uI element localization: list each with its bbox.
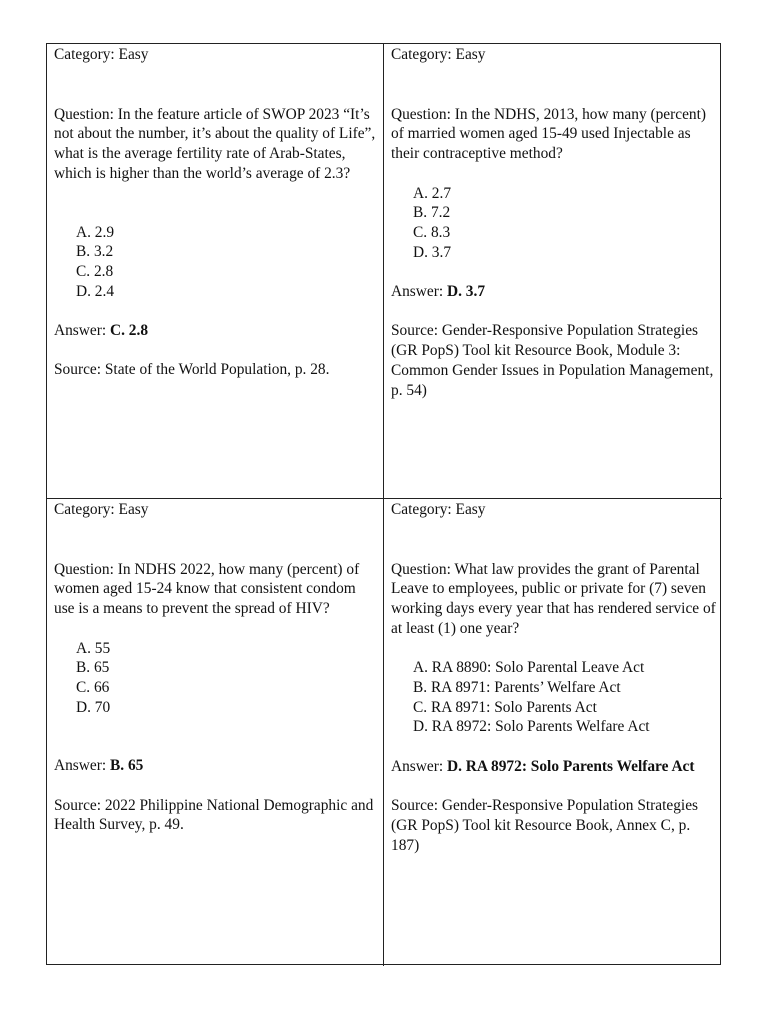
source-text: Source: 2022 Philippine National Demographic and Health Survey, p. 49. xyxy=(54,796,374,834)
answer-value: B. 65 xyxy=(110,757,144,775)
option-b: B. 3.2 xyxy=(76,243,114,261)
source-text: Source: State of the World Population, p. 28. xyxy=(54,361,330,379)
answer-label: Answer: xyxy=(54,322,110,340)
option-b: B. 65 xyxy=(76,659,110,677)
question-text: Question: What law provides the grant of Parental Leave to employees, public or private for (7) seven working days every year that has rendered service of at least (1) one year? xyxy=(391,560,716,637)
option-d: D. 70 xyxy=(76,698,111,716)
answer-label: Answer: xyxy=(391,283,447,300)
option-c: C. 2.8 xyxy=(76,262,114,280)
question-card-1 xyxy=(47,44,384,499)
answer-line xyxy=(391,282,716,302)
question-text: Question: In the NDHS, 2013, how many (percent) of married women aged 15-49 used Injectable as their contraceptive method? xyxy=(391,105,707,163)
option-a: A. 2.9 xyxy=(76,223,115,241)
question-cards-table xyxy=(46,43,721,965)
option-b: B. RA 8971: Parents’ Welfare Act xyxy=(413,678,621,696)
question-text: Question: In the feature article of SWOP 2023 “It’s not about the number, it’s about the quality of Life”, what is the average fertility rate of Arab-States, which is higher than the world’s average of 2.3? xyxy=(54,105,376,182)
option-d: D. 2.4 xyxy=(76,282,115,300)
options-list xyxy=(54,639,377,718)
question-card-2 xyxy=(384,44,722,499)
question-text: Question: In NDHS 2022, how many (percent) of women aged 15-24 know that consistent condom use is a means to prevent the spread of HIV? xyxy=(54,560,360,618)
source-text: Source: Gender-Responsive Population Strategies (GR PopS) Tool kit Resource Book, Module 3: Common Gender Issues in Population Management, p. 54) xyxy=(391,322,714,399)
answer-label: Answer: xyxy=(54,757,110,775)
category-label: Category: Easy xyxy=(54,46,149,63)
option-d: D. 3.7 xyxy=(413,243,452,261)
answer-line xyxy=(391,757,716,777)
option-c: C. 66 xyxy=(76,678,110,696)
answer-value: D. 3.7 xyxy=(447,283,486,300)
options-list xyxy=(391,184,716,263)
category-label: Category: Easy xyxy=(391,501,486,518)
answer-label: Answer: xyxy=(391,757,447,775)
source-text: Source: Gender-Responsive Population Strategies (GR PopS) Tool kit Resource Book, Annex C, p. 187) xyxy=(391,797,699,854)
option-b: B. 7.2 xyxy=(413,204,451,222)
option-c: C. RA 8971: Solo Parents Act xyxy=(413,698,597,716)
option-a: A. RA 8890: Solo Parental Leave Act xyxy=(413,659,645,677)
answer-value: C. 2.8 xyxy=(110,322,149,340)
answer-line xyxy=(54,756,377,776)
option-a: A. 55 xyxy=(76,639,111,657)
answer-line xyxy=(54,321,377,341)
answer-value: D. RA 8972: Solo Parents Welfare Act xyxy=(447,757,695,775)
option-a: A. 2.7 xyxy=(413,184,452,202)
option-c: C. 8.3 xyxy=(413,223,451,241)
category-label: Category: Easy xyxy=(391,46,486,63)
question-card-4 xyxy=(384,499,722,966)
options-list xyxy=(391,658,716,737)
category-label: Category: Easy xyxy=(54,501,149,518)
options-list xyxy=(54,223,377,302)
option-d: D. RA 8972: Solo Parents Welfare Act xyxy=(413,718,650,736)
question-card-3 xyxy=(47,499,384,966)
